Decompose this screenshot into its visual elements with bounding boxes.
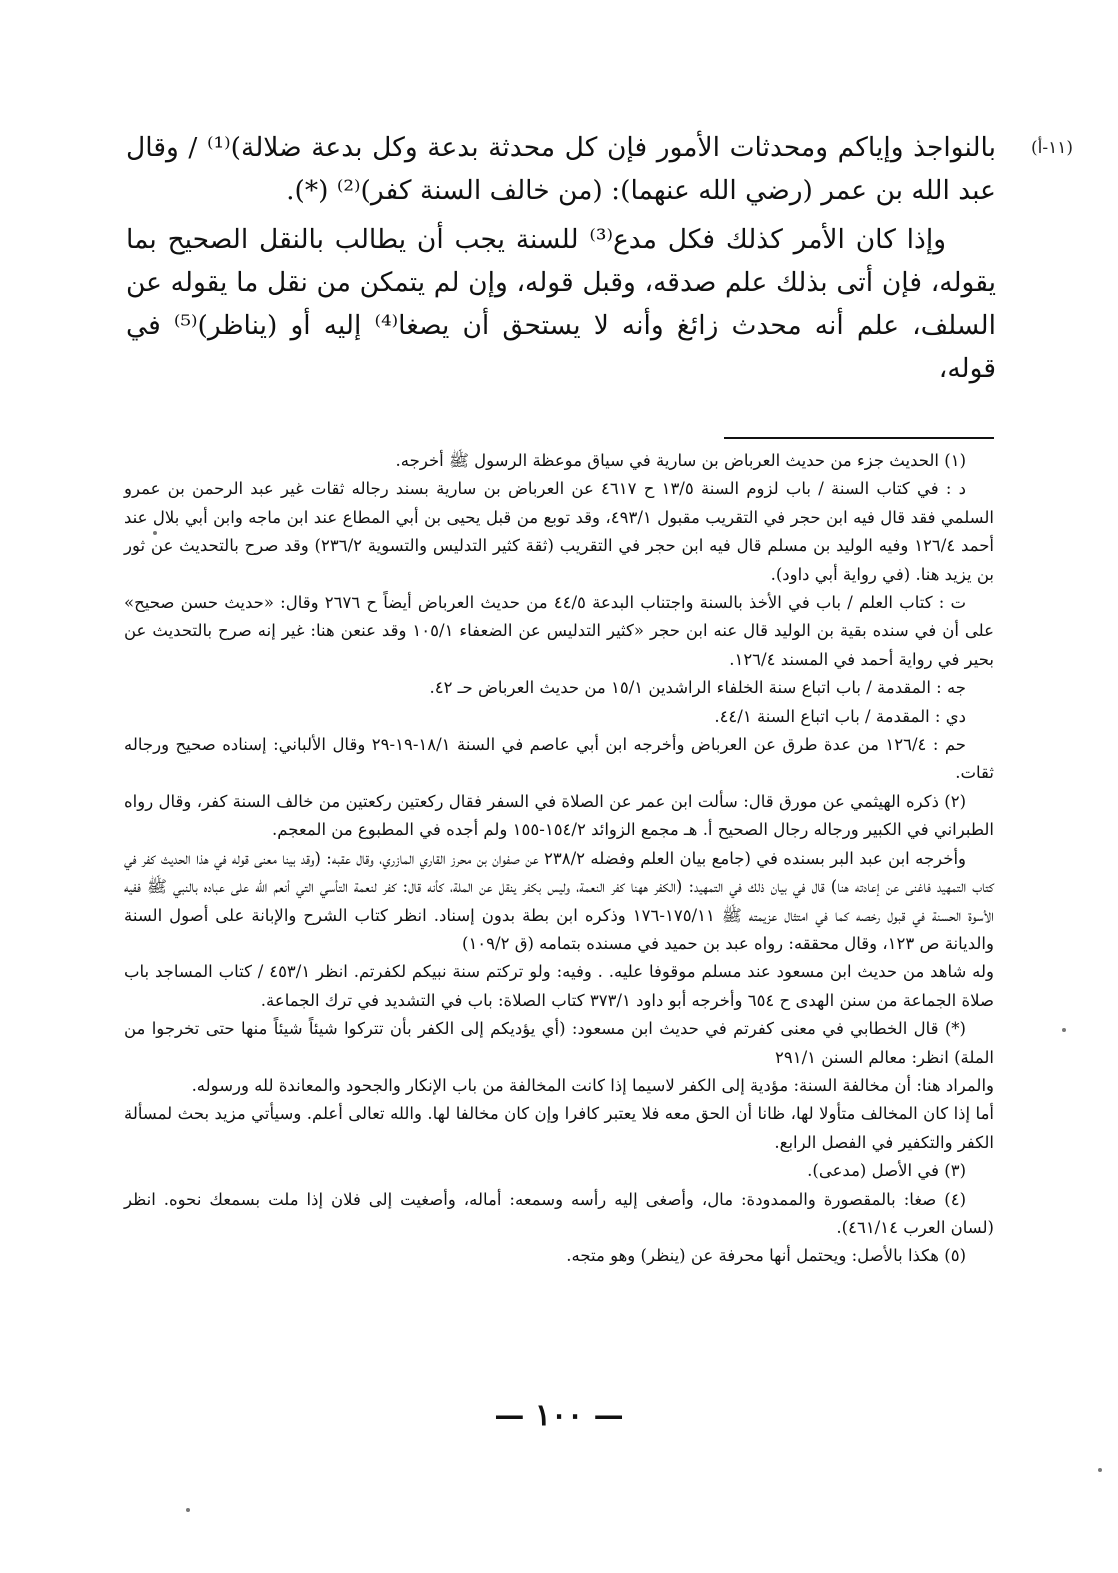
footnote-1-darimi: دي : المقدمة / باب اتباع السنة ٤٤/١.: [714, 706, 966, 726]
footnote-1-ibn-majah: جه : المقدمة / باب اتباع سنة الخلفاء الراشدين ١٥/١ من حديث العرباض حـ ٤٢.: [429, 678, 966, 698]
footnote-1-ahmad: حم : ١٢٦/٤ من عدة طرق عن العرباض وأخرجه ابن أبي عاصم في السنة ١٨/١-١٩-٢٩ وقال الألباني: إسناده صحيح ورجاله ثقات.: [124, 735, 994, 783]
footnote-2-shahid: وله شاهد من حديث ابن مسعود عند مسلم موقوفا عليه. . وفيه: ولو تركتم سنة نبيكم لكفرتم. انظر ٤٥٣/١ / كتاب المساجد باب صلاة الجماعة من سنن الهدى ح ٦٥٤ وأخرجه أبو داود ٣٧٣/١ كتاب الصلاة: باب في التشديد في ترك الجماعة.: [124, 962, 994, 1010]
footnote-4: (٤) صغا: بالمقصورة والممدودة: مال، وأصغى إليه رأسه وسمعه: أماله، وأصغيت إلى فلان إذا ملت بسمعك نحوه. انظر (لسان العرب ٤٦١/١٤).: [124, 1189, 994, 1237]
footnote-1-tirmidhi: ت : كتاب العلم / باب في الأخذ بالسنة واجتناب البدعة ٤٤/٥ من حديث العرباض أيضاً ح ٢٦٧٦ وقال: «حديث حسن صحيح» على أن في سنده بقية بن الوليد قال عنه ابن حجر «كثير التدليس عن الضعفاء ١٠٥/١ وقد عنعن هنا: غير إنه صرح بالتحديث عن بحير في رواية أحمد في المسند ١٢٦/٤.: [124, 593, 994, 669]
main-paragraph-2: وإذا كان الأمر كذلك فكل مدع⁽³⁾ للسنة يجب أن يطالب بالنقل الصحيح بما يقوله، فإن أتى بذلك علم صدقه، وقبل قوله، وإن لم يتمكن من نقل ما يقوله عن السلف، علم أنه محدث زائغ وأنه لا يستحق أن يصغا⁽⁴⁾ إليه أو (يناظر)⁽⁵⁾ في قوله،: [126, 224, 996, 384]
footnote-star: (*) قال الخطابي في معنى كفرتم في حديث ابن مسعود: (أي يؤديكم إلى الكفر بأن تتركوا شيئاً شيئاً منها حتى تخرجوا من الملة) انظر: معالم السنن ٢٩١/١: [124, 1019, 994, 1067]
footnote-2-ibn-abd-al-barr: وأخرجه ابن عبد البر بسنده في (جامع بيان العلم وفضله ٢٣٨/٢ عن صفوان بن محرز القاري المازري، وقال عقبه: (وقد بينا معنى قوله في هذا الحديث كفر في كتاب التمهيد فاغنى عن إعادته هنا) قال في بيان ذلك في التمهيد: (الكفر ههنا كفر النعمة، وليس بكفر ينقل عن الملة، كأنه قال: كفر لنعمة التأسي التي أنعم الله على عباده بالنبي ﷺ ففيه الأسوة الحسنة في قبول رخصه كما في امتثال عزيمته ﷺ ١٧٥/١١-١٧٦ وذكره ابن بطة بدون إسناد. انظر كتاب الشرح والإبانة على أصول السنة والديانة ص ١٢٣، وقال محققه: رواه عبد بن حميد في مسنده بتمامه (ق ١٠٩/٢): [124, 848, 994, 953]
scan-speck: [1062, 1028, 1066, 1032]
footnote-separator: [724, 437, 994, 439]
page-number: — ١٠٠ —: [494, 1398, 624, 1433]
margin-folio-note: (١١-أ): [1030, 138, 1073, 158]
scan-speck: [186, 1508, 190, 1512]
footnote-3: (٣) في الأصل (مدعى).: [807, 1161, 966, 1181]
footnote-1: (١) الحديث جزء من حديث العرباض بن سارية في سياق موعظة الرسول ﷺ أخرجه.: [395, 451, 966, 470]
footnotes: [124, 447, 994, 1271]
scan-speck: [153, 531, 157, 535]
footnote-star-note: أما إذا كان المخالف متأولا لها، ظانا أن الحق معه فلا يعتبر كافرا وإن كان مخالفا لها. والله تعالى أعلم. وسيأتي مزيد بحث لمسألة الكفر والتكفير في الفصل الرابع.: [124, 1104, 994, 1152]
footnote-2: (٢) ذكره الهيثمي عن مورق قال: سألت ابن عمر عن الصلاة في السفر فقال ركعتين ركعتين من خالف السنة كفر، وقال رواه الطبراني في الكبير ورجاله رجال الصحيح أ. هـ مجمع الزوائد ١٥٤/٢-١٥٥ ولم أجده في المطبوع من المعجم.: [124, 791, 994, 840]
footnote-1-abu-dawud: د : في كتاب السنة / باب لزوم السنة ١٣/٥ ح ٤٦١٧ عن العرباض بن سارية بسند رجاله ثقات غير عبد الرحمن بن عمرو السلمي فقد قال فيه ابن حجر في التقريب مقبول ٤٩٣/١، وقد توبع من قبل يحيى بن أبي المطاع عند ابن ماجه وابن أبي بلال عند أحمد ١٢٦/٤ وفيه الوليد بن مسلم قال فيه ابن حجر في التقريب (ثقة كثير التدليس والتسوية ٢٣٦/٢) وقد صرح بالتحديث عن ثور بن يزيد هنا. (في رواية أبي داود).: [124, 479, 994, 584]
main-paragraph-1: بالنواجذ وإياكم ومحدثات الأمور فإن كل محدثة بدعة وكل بدعة ضلالة)⁽¹⁾ / وقال عبد الله بن عمر (رضي الله عنهما): (من خالف السنة كفر)⁽²⁾ (*).: [126, 132, 997, 206]
main-text: [126, 126, 996, 390]
scan-speck: [1098, 1468, 1102, 1472]
footnote-star-meaning: والمراد هنا: أن مخالفة السنة: مؤدية إلى الكفر لاسيما إذا كانت المخالفة من باب الإنكار والجحود والمعاندة لله ورسوله.: [191, 1075, 994, 1095]
footnote-5: (٥) هكذا بالأصل: ويحتمل أنها محرفة عن (ينظر) وهو متجه.: [566, 1246, 966, 1266]
